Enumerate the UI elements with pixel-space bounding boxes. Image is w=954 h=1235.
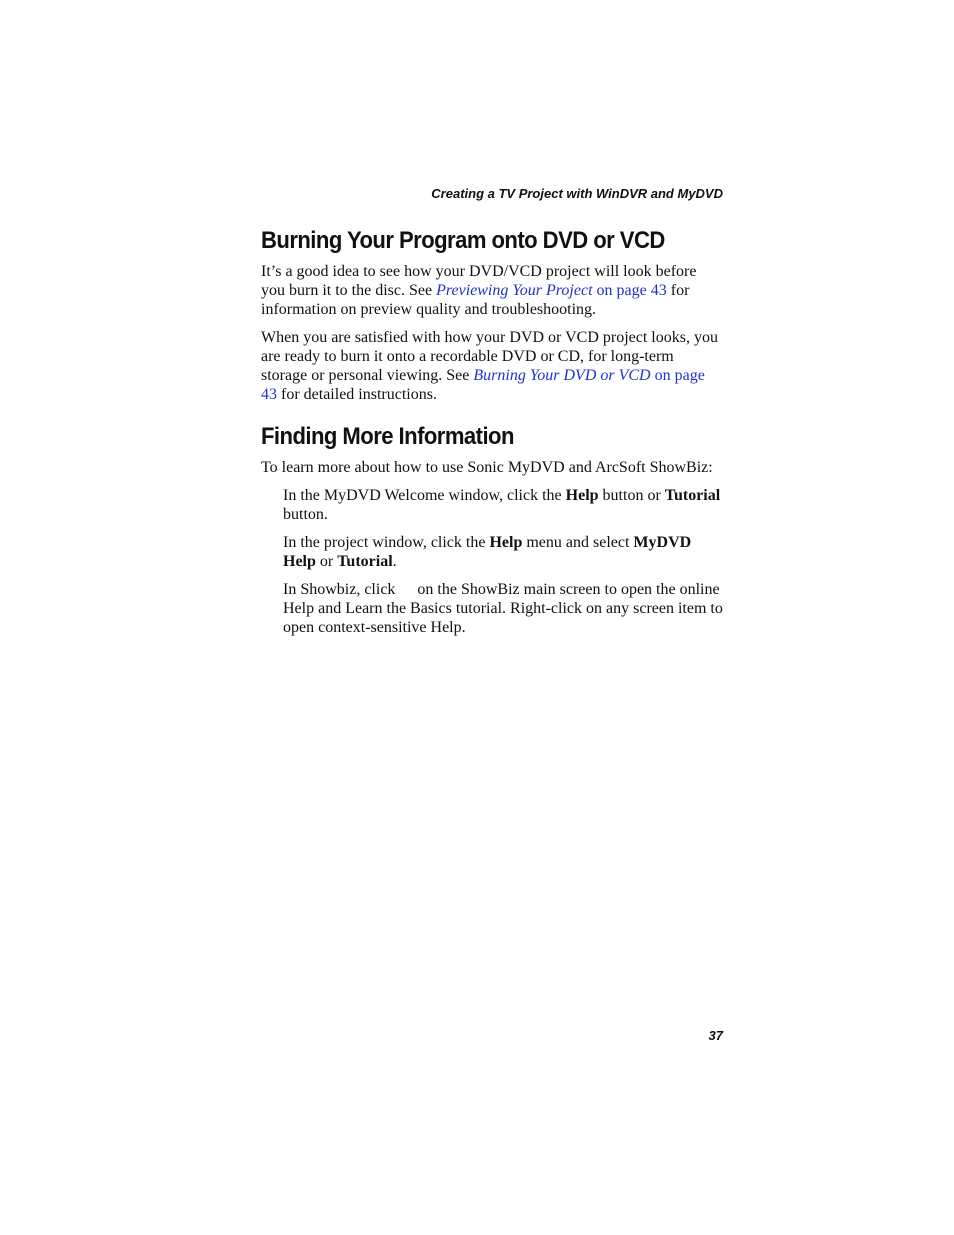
running-header: Creating a TV Project with WinDVR and MyDVD bbox=[431, 186, 723, 201]
paragraph-intro: To learn more about how to use Sonic MyDVD and ArcSoft ShowBiz: bbox=[261, 459, 713, 476]
paragraph-burn bbox=[261, 328, 723, 404]
page-body bbox=[261, 224, 723, 637]
item-text: button or bbox=[598, 487, 665, 504]
link-previewing-your-project[interactable]: Previewing Your Project bbox=[436, 282, 593, 299]
ui-term-help: Help bbox=[489, 534, 523, 551]
paragraph-text: for information on preview quality and troubleshooting. bbox=[261, 282, 690, 318]
paragraph-text: When you are satisfied with how your DVD or VCD project looks, you are ready to burn it onto a recordable DVD or CD, for long-term storage or personal viewing. See bbox=[261, 329, 718, 384]
link-burning-your-dvd-or-vcd[interactable]: Burning Your DVD or VCD bbox=[473, 367, 651, 384]
link-page-43[interactable]: on page 43 bbox=[261, 367, 705, 403]
item-text: or bbox=[315, 553, 338, 570]
section-heading-burning: Burning Your Program onto DVD or VCD bbox=[261, 227, 665, 254]
paragraph-text: It’s a good idea to see how your DVD/VCD project will look before you burn it to the disc. See bbox=[261, 263, 697, 299]
item-text: on the ShowBiz main screen to open the online Help and Learn the Basics tutorial. Right-click on any screen item to open context-sensitive Help. bbox=[283, 581, 723, 636]
page-number: 37 bbox=[708, 1028, 723, 1043]
ui-term-tutorial: Tutorial bbox=[664, 487, 721, 504]
list-item bbox=[283, 533, 723, 571]
item-text: button. bbox=[283, 506, 328, 523]
item-text: In the project window, click the bbox=[283, 534, 490, 551]
paragraph-text: for detailed instructions. bbox=[277, 386, 437, 403]
ui-term-help: Help bbox=[565, 487, 599, 504]
section-heading-finding-info: Finding More Information bbox=[261, 423, 514, 450]
item-text: In the MyDVD Welcome window, click the bbox=[283, 487, 566, 504]
paragraph-preview bbox=[261, 262, 723, 319]
item-text: . bbox=[392, 553, 397, 570]
link-page-43[interactable]: on page 43 bbox=[592, 282, 667, 299]
ui-term-tutorial: Tutorial bbox=[337, 553, 393, 570]
item-text: In Showbiz, click bbox=[283, 581, 400, 598]
list-item bbox=[283, 486, 723, 524]
list-item bbox=[283, 580, 723, 637]
help-icon bbox=[399, 584, 413, 596]
item-text: menu and select bbox=[522, 534, 634, 551]
ui-term-mydvd-help: MyDVD Help bbox=[283, 534, 692, 570]
